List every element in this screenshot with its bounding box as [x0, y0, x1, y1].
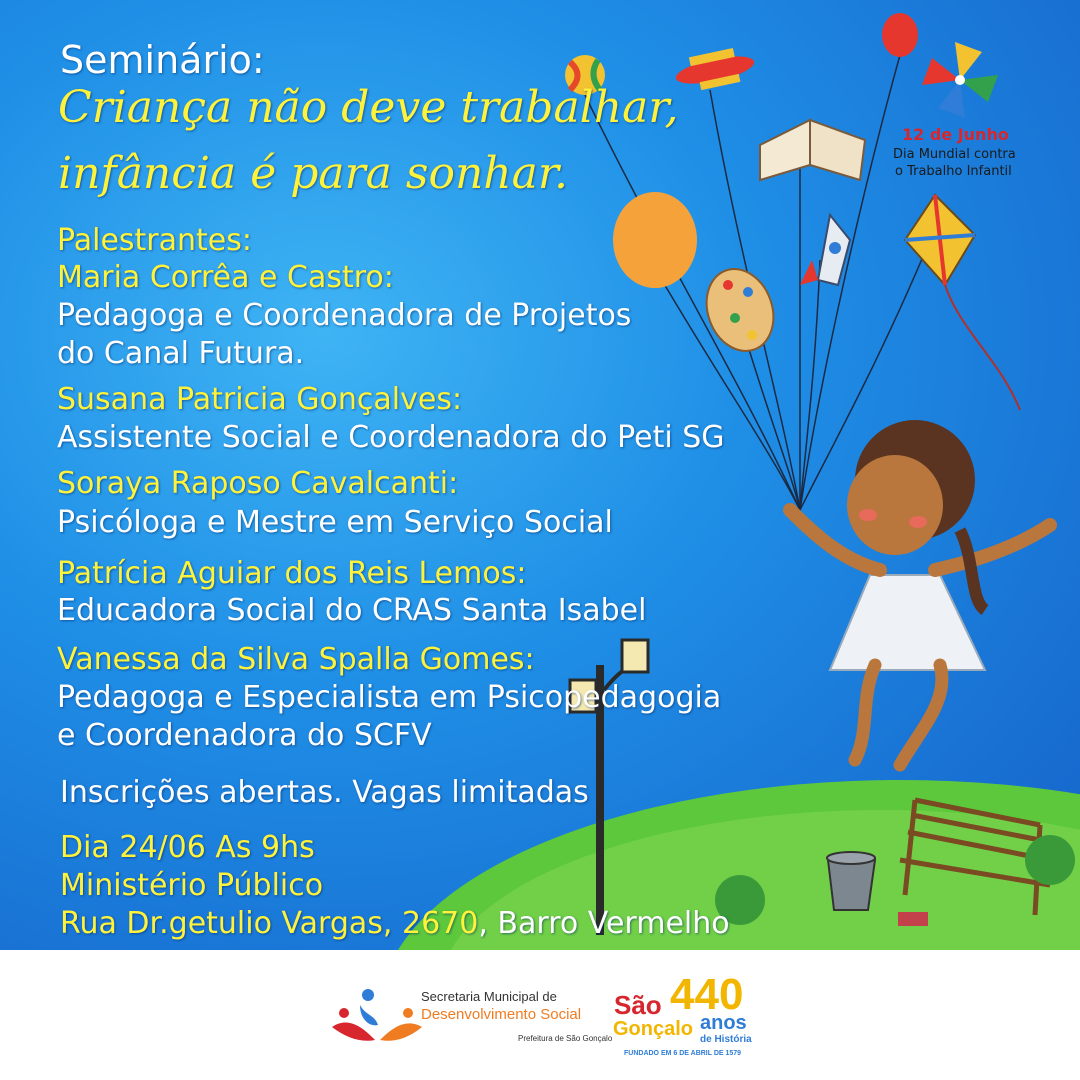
speaker-role: Psicóloga e Mestre em Serviço Social: [57, 505, 613, 540]
badge-line2: o Trabalho Infantil: [895, 164, 1012, 179]
speaker-role: Pedagoga e Especialista em Psicopedagogia: [57, 680, 722, 715]
book-icon: [760, 120, 865, 180]
red-balloon-icon: [882, 13, 918, 57]
event-address-district: , Barro Vermelho: [478, 906, 730, 941]
speaker-role: do Canal Futura.: [57, 336, 305, 371]
orange-balloon-icon: [613, 192, 697, 288]
speaker-name: Susana Patricia Gonçalves:: [57, 382, 463, 417]
title-line1: Criança não deve trabalhar,: [58, 82, 679, 133]
speaker-role: Assistente Social e Coordenadora do Peti SG: [57, 420, 725, 455]
kite-icon: [905, 195, 1020, 410]
speaker-name: Vanessa da Silva Spalla Gomes:: [57, 642, 535, 677]
seminar-label: Seminário:: [60, 38, 265, 82]
founded-label: FUNDADO EM 6 DE ABRIL DE 1579: [624, 1050, 742, 1057]
speaker-role: Pedagoga e Coordenadora de Projetos: [57, 298, 632, 333]
event-address: [60, 906, 730, 941]
pinwheel-icon: [922, 42, 998, 118]
brick-icon: [898, 912, 928, 926]
speaker-name: Patrícia Aguiar dos Reis Lemos:: [57, 556, 527, 591]
registration-note: Inscrições abertas. Vagas limitadas: [60, 775, 589, 810]
rocket-icon: [800, 215, 850, 285]
anniversary-word: anos: [700, 1012, 747, 1034]
event-address-street: Rua Dr.getulio Vargas, 2670: [60, 906, 479, 941]
badge-line1: Dia Mundial contra: [893, 147, 1016, 162]
event-date-time: Dia 24/06 As 9hs: [60, 830, 315, 865]
secretaria-line1: Secretaria Municipal de: [421, 989, 557, 1004]
prefeitura-label: Prefeitura de São Gonçalo: [518, 1034, 613, 1043]
secretaria-logo-icon: [330, 985, 425, 1055]
anniversary-number: 440: [670, 970, 744, 1019]
airplane-icon: [674, 48, 757, 90]
speakers-heading: Palestrantes:: [57, 223, 252, 258]
secretaria-line2: Desenvolvimento Social: [421, 1006, 582, 1023]
footer: [0, 950, 1080, 1080]
speaker-role: e Coordenadora do SCFV: [57, 718, 432, 753]
event-venue: Ministério Público: [60, 868, 324, 903]
city-word-sao: São: [614, 990, 662, 1020]
badge-date: 12 de Junho: [902, 125, 1009, 144]
trash-can-icon: [827, 852, 875, 910]
title-line2: infância é para sonhar.: [58, 148, 569, 199]
palette-icon: [696, 260, 785, 361]
speaker-role: Educadora Social do CRAS Santa Isabel: [57, 593, 647, 628]
city-word-goncalo: Gonçalo: [613, 1018, 694, 1040]
speaker-name: Maria Corrêa e Castro:: [57, 260, 394, 295]
speaker-name: Soraya Raposo Cavalcanti:: [57, 466, 459, 501]
girl-illustration: [790, 420, 1050, 765]
anniversary-sub: de História: [700, 1034, 752, 1045]
